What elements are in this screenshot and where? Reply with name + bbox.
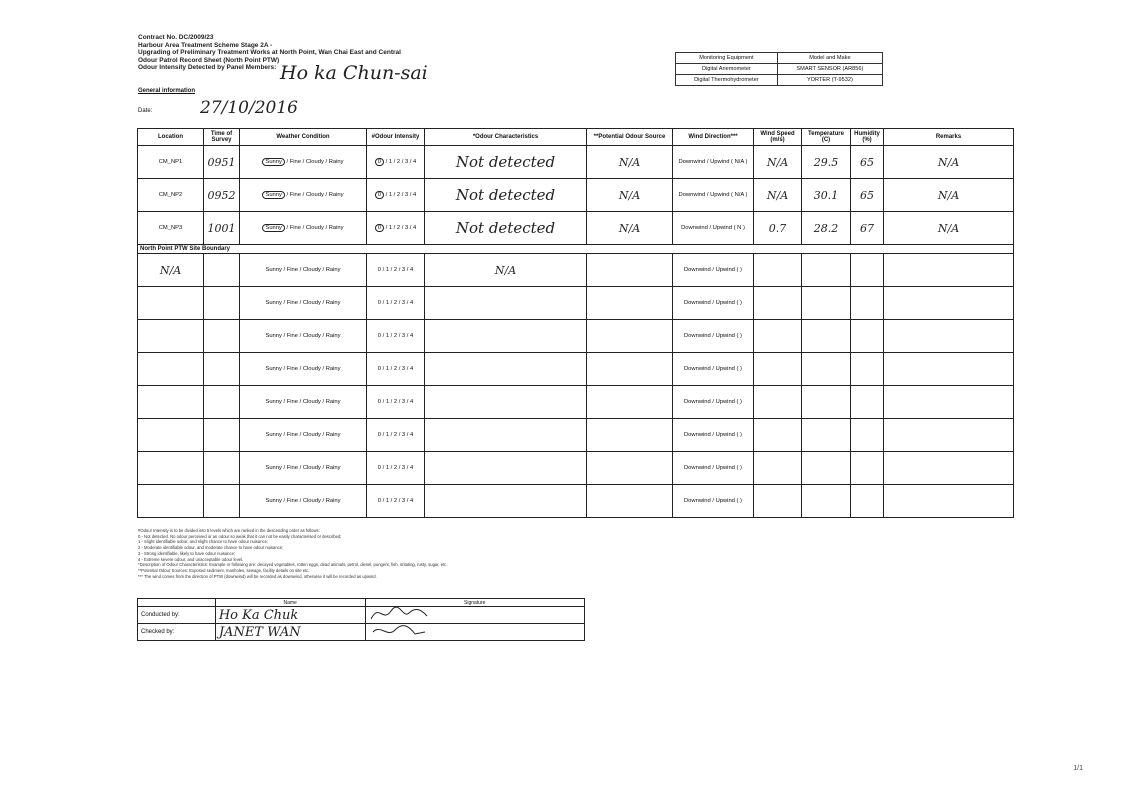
intensity-cell: 0 / 1 / 2 / 3 / 4 [367, 254, 425, 287]
footnote: 4 - Extreme severe odour, and unacceptable odour level. [138, 556, 244, 562]
page-number: 1/1 [1073, 765, 1083, 772]
humidity-cell [851, 254, 884, 287]
col-header: Weather Condition [240, 129, 367, 146]
intensity-cell: 0 / 1 / 2 / 3 / 4 [367, 419, 425, 452]
humidity-cell [851, 452, 884, 485]
source-cell [587, 452, 673, 485]
intensity-cell: 0 / 1 / 2 / 3 / 4 [367, 485, 425, 518]
temp-cell [802, 254, 851, 287]
equipment-table [675, 52, 883, 86]
wind-cell: Downwind / Upwind ( N ) [673, 212, 754, 245]
equipment-row [676, 75, 883, 86]
signoff-header-row [138, 599, 585, 607]
intensity-cell: 0 / 1 / 2 / 3 / 4 [367, 212, 425, 245]
humidity-cell [851, 353, 884, 386]
source-cell [587, 353, 673, 386]
intensity-cell: 0 / 1 / 2 / 3 / 4 [367, 287, 425, 320]
humidity-cell: 65 [851, 146, 884, 179]
wind-cell: Downwind / Upwind ( ) [673, 353, 754, 386]
odour-record-table [137, 128, 1014, 518]
odour-cell [425, 353, 587, 386]
conducted-label: Conducted by: [138, 607, 216, 624]
source-cell [587, 320, 673, 353]
footnote: 3 - Strong identifiable, likely to have odour nuisance; [138, 550, 236, 556]
temp-cell: 29.5 [802, 146, 851, 179]
speed-cell [754, 386, 802, 419]
humidity-cell [851, 419, 884, 452]
wind-cell: Downwind / Upwind ( ) [673, 419, 754, 452]
table-row [138, 212, 1014, 245]
source-cell [587, 287, 673, 320]
footnote: 1 - Slight identifiable odour, and slight chance to have odour nuisance; [138, 539, 269, 545]
table-row [138, 452, 1014, 485]
weather-cell: Sunny / Fine / Cloudy / Rainy [240, 179, 367, 212]
col-header: Humidity (%) [851, 129, 884, 146]
col-header: Wind Direction*** [673, 129, 754, 146]
location-cell [138, 287, 204, 320]
odour-cell [425, 419, 587, 452]
location-cell [138, 419, 204, 452]
intensity-selected: 0 [375, 158, 384, 166]
source-cell [587, 419, 673, 452]
temp-cell: 30.1 [802, 179, 851, 212]
remarks-cell [884, 452, 1014, 485]
remarks-cell: N/A [884, 146, 1014, 179]
col-header: #Odour Intensity [367, 129, 425, 146]
location-cell [138, 320, 204, 353]
odour-cell [425, 485, 587, 518]
panel-member-handwritten: Ho ka Chun-sai [280, 62, 428, 84]
table-row [138, 353, 1014, 386]
odour-cell: N/A [425, 254, 587, 287]
humidity-cell: 65 [851, 179, 884, 212]
location-cell [138, 386, 204, 419]
time-cell [204, 419, 240, 452]
table-header-row [138, 129, 1014, 146]
speed-cell: N/A [754, 146, 802, 179]
signoff-row [138, 607, 585, 624]
speed-cell [754, 287, 802, 320]
odour-cell [425, 287, 587, 320]
wind-cell: Downwind / Upwind ( ) [673, 386, 754, 419]
humidity-cell [851, 287, 884, 320]
source-cell: N/A [587, 212, 673, 245]
time-cell [204, 320, 240, 353]
col-header: Time of Survey [204, 129, 240, 146]
signoff-table [137, 598, 585, 641]
name-header: Name [215, 599, 365, 607]
source-cell [587, 485, 673, 518]
humidity-cell [851, 386, 884, 419]
signature-scribble [369, 607, 429, 621]
time-cell [204, 452, 240, 485]
intensity-cell: 0 / 1 / 2 / 3 / 4 [367, 353, 425, 386]
footnote: 0 - Not detected. No odour perceived or an odour so weak that it can not be easily characterised or described; [138, 533, 342, 539]
date-label: Date: [138, 108, 153, 114]
wind-cell: Downwind / Upwind ( ) [673, 254, 754, 287]
weather-cell: Sunny / Fine / Cloudy / Rainy [240, 212, 367, 245]
checked-signature [365, 624, 585, 641]
speed-cell [754, 254, 802, 287]
col-header: Wind Speed (m/s) [754, 129, 802, 146]
footnote: *Description of Odour Characteristics: Example or following are: decayed vegetables, rotten eggs, dead animals, petrol, diesel, pungent, fish, irritating, rusty, sugar, etc. [138, 562, 448, 568]
time-cell [204, 485, 240, 518]
source-cell [587, 386, 673, 419]
section-label: North Point PTW Site Boundary [138, 245, 1014, 254]
wind-cell: Downwind / Upwind ( ) [673, 320, 754, 353]
temp-cell [802, 353, 851, 386]
equipment-row [676, 64, 883, 75]
table-row [138, 386, 1014, 419]
speed-cell [754, 419, 802, 452]
signoff-row [138, 624, 585, 641]
location-cell [138, 452, 204, 485]
speed-cell: N/A [754, 179, 802, 212]
equipment-label: Digital Anemometer [676, 64, 778, 75]
odour-cell: Not detected [425, 146, 587, 179]
temp-cell [802, 485, 851, 518]
intensity-cell: 0 / 1 / 2 / 3 / 4 [367, 452, 425, 485]
wind-cell: Downwind / Upwind ( ) [673, 452, 754, 485]
remarks-cell: N/A [884, 212, 1014, 245]
time-cell [204, 353, 240, 386]
temp-cell [802, 287, 851, 320]
wind-cell: Downwind / Upwind ( ) [673, 485, 754, 518]
intensity-cell: 0 / 1 / 2 / 3 / 4 [367, 179, 425, 212]
col-header: Remarks [884, 129, 1014, 146]
checked-label: Checked by: [138, 624, 216, 641]
contract-number: Contract No. DC/2009/23 [138, 34, 214, 41]
temp-cell [802, 419, 851, 452]
temp-cell [802, 452, 851, 485]
general-information-heading: General information [138, 88, 196, 94]
table-row [138, 320, 1014, 353]
odour-cell: Not detected [425, 212, 587, 245]
time-cell [204, 386, 240, 419]
source-cell: N/A [587, 146, 673, 179]
intensity-cell: 0 / 1 / 2 / 3 / 4 [367, 146, 425, 179]
col-header: *Odour Characteristics [425, 129, 587, 146]
odour-cell [425, 320, 587, 353]
table-row [138, 485, 1014, 518]
date-handwritten: 27/10/2016 [200, 98, 298, 118]
temp-cell [802, 386, 851, 419]
location-cell [138, 353, 204, 386]
weather-cell: Sunny / Fine / Cloudy / Rainy [240, 254, 367, 287]
table-row [138, 146, 1014, 179]
scheme-title: Harbour Area Treatment Scheme Stage 2A - [138, 41, 273, 49]
footnote: **Potential Odour Sources: Exposed sediment, manholes, sewage, facility details on site etc. [138, 567, 310, 573]
temp-cell [802, 320, 851, 353]
wind-cell: Downwind / Upwind ( ) [673, 287, 754, 320]
humidity-cell [851, 485, 884, 518]
weather-cell: Sunny / Fine / Cloudy / Rainy [240, 287, 367, 320]
table-row [138, 179, 1014, 212]
table-row [138, 287, 1014, 320]
humidity-cell [851, 320, 884, 353]
source-cell: N/A [587, 179, 673, 212]
remarks-cell [884, 287, 1014, 320]
time-cell [204, 287, 240, 320]
speed-cell [754, 485, 802, 518]
intensity-selected: 0 [375, 224, 384, 232]
location-cell [138, 485, 204, 518]
speed-cell [754, 320, 802, 353]
speed-cell [754, 452, 802, 485]
intensity-cell: 0 / 1 / 2 / 3 / 4 [367, 320, 425, 353]
footnote: 2 - Moderate identifiable odour, and moderate chance to have odour nuisance; [138, 545, 284, 551]
footnote: #Odour Intensity is to be divided into 5 levels which are ranked in the descending order as follows: [138, 528, 320, 533]
location-cell: CM_NP3 [138, 212, 204, 245]
section-row [138, 245, 1014, 254]
time-cell: 0951 [204, 146, 240, 179]
remarks-cell [884, 320, 1014, 353]
wind-cell: Downwind / Upwind ( N/A ) [673, 179, 754, 212]
intensity-cell: 0 / 1 / 2 / 3 / 4 [367, 386, 425, 419]
speed-cell [754, 353, 802, 386]
weather-cell: Sunny / Fine / Cloudy / Rainy [240, 485, 367, 518]
location-cell: CM_NP1 [138, 146, 204, 179]
col-header: **Potential Odour Source [587, 129, 673, 146]
weather-cell: Sunny / Fine / Cloudy / Rainy [240, 320, 367, 353]
remarks-cell [884, 419, 1014, 452]
humidity-cell: 67 [851, 212, 884, 245]
weather-cell: Sunny / Fine / Cloudy / Rainy [240, 386, 367, 419]
equipment-label: Monitoring Equipment [676, 53, 778, 64]
remarks-cell [884, 485, 1014, 518]
wind-cell: Downwind / Upwind ( N/A ) [673, 146, 754, 179]
time-cell: 1001 [204, 212, 240, 245]
equipment-value: Model and Make [777, 53, 882, 64]
weather-selected: Sunny [262, 191, 284, 199]
location-cell: CM_NP2 [138, 179, 204, 212]
col-header: Location [138, 129, 204, 146]
weather-cell: Sunny / Fine / Cloudy / Rainy [240, 146, 367, 179]
intensity-selected: 0 [375, 191, 384, 199]
remarks-cell [884, 353, 1014, 386]
weather-cell: Sunny / Fine / Cloudy / Rainy [240, 452, 367, 485]
weather-cell: Sunny / Fine / Cloudy / Rainy [240, 419, 367, 452]
table-row [138, 419, 1014, 452]
signature-scribble [369, 624, 429, 638]
weather-selected: Sunny [262, 158, 284, 166]
remarks-cell [884, 254, 1014, 287]
equipment-label: Digital Thermohydrometer [676, 75, 778, 86]
equipment-row [676, 53, 883, 64]
weather-cell: Sunny / Fine / Cloudy / Rainy [240, 353, 367, 386]
signature-header: Signature [365, 599, 585, 607]
odour-cell [425, 452, 587, 485]
footnote: *** The wind comes from the direction of PTW (downwind) will be recorded as downwind, otherwise it will be recorded as upwind. [138, 573, 377, 579]
works-title: Upgrading of Preliminary Treatment Works at North Point, Wan Chai East and Central [138, 49, 401, 57]
conducted-name: Ho Ka Chuk [215, 607, 365, 624]
temp-cell: 28.2 [802, 212, 851, 245]
odour-cell: Not detected [425, 179, 587, 212]
remarks-cell [884, 386, 1014, 419]
odour-cell [425, 386, 587, 419]
panel-members-label: Odour Intensity Detected by Panel Members: [138, 64, 277, 72]
table-row [138, 254, 1014, 287]
col-header: Temperature (C) [802, 129, 851, 146]
checked-name: JANET WAN [215, 624, 365, 641]
footnotes [138, 528, 578, 579]
time-cell [204, 254, 240, 287]
record-sheet-title: Odour Patrol Record Sheet (North Point PTW) [138, 56, 280, 64]
source-cell [587, 254, 673, 287]
equipment-value: YORTER (T-9532) [777, 75, 882, 86]
time-cell: 0952 [204, 179, 240, 212]
speed-cell: 0.7 [754, 212, 802, 245]
conducted-signature [365, 607, 585, 624]
location-cell: N/A [138, 254, 204, 287]
remarks-cell: N/A [884, 179, 1014, 212]
equipment-value: SMART SENSOR (AR856) [777, 64, 882, 75]
weather-selected: Sunny [262, 224, 284, 232]
